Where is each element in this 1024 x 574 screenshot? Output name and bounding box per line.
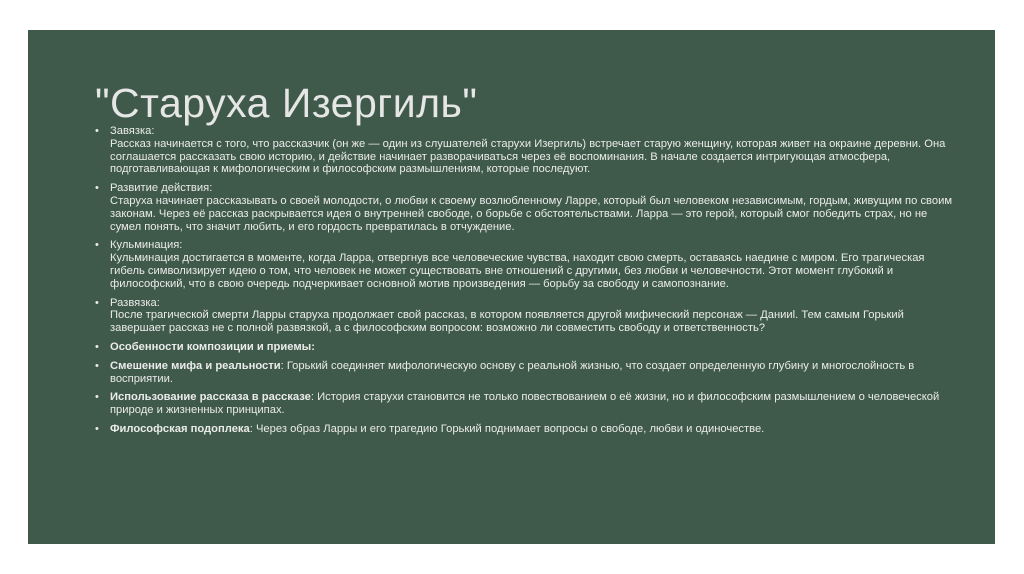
section-text: Рассказ начинается с того, что рассказчик (он же — один из слушателей старухи Изергиль) встречает старую женщину, которая живет на окраине деревни. Она соглашается рассказать свою историю, и действие начинает разворачиваться через её воспоминания. В начале создается интригующая атмосфера, подготавливающая к мифологическим и философским размышлениям, которые последуют.	[110, 137, 946, 176]
list-item-filosofskaya	[95, 423, 955, 436]
heading-separator: :	[310, 391, 314, 404]
section-heading: Завязка	[110, 125, 152, 137]
section-heading: Смешение мифа и реальности	[110, 359, 281, 372]
list-item-osobennosti	[95, 341, 955, 354]
section-heading: Развязка	[110, 296, 157, 309]
list-item-zavyazka	[95, 125, 955, 176]
section-text: Через образ Ларры и его трагедию Горький поднимает вопросы о свободе, любви и одиночестве.	[255, 422, 765, 435]
list-item-smeshenie	[95, 360, 955, 386]
list-item-ispolzovanie	[95, 391, 955, 417]
section-heading: Особенности композиции и приемы	[110, 340, 312, 353]
section-heading: Кульминация	[110, 239, 180, 252]
heading-separator: :	[179, 239, 183, 252]
bullet-icon: •	[95, 359, 99, 372]
bullet-icon: •	[95, 391, 99, 404]
slide-content	[95, 125, 955, 442]
section-heading: Развитие действия	[110, 182, 210, 195]
heading-separator: :	[151, 125, 155, 137]
list-item-razvyazka	[95, 297, 955, 335]
heading-separator: :	[209, 182, 213, 195]
heading-separator: :	[249, 422, 253, 435]
list-item-razvitie	[95, 182, 955, 233]
bullet-icon: •	[95, 239, 99, 252]
bullet-list	[95, 125, 955, 436]
bullet-icon: •	[95, 340, 99, 353]
section-heading: Использование рассказа в рассказе	[110, 391, 311, 404]
section-text: Старуха начинает рассказывать о своей молодости, о любви к своему возлюбленному Ларре, который был человеком независимым, гордым, живущим по своим законам. Через её рассказ раскрывается идея о внутренней свободе, о борьбе с обстоятельствами. Ларра — это герой, который смог победить страх, но не сумел понять, что значит любить, и его гордость превратилась в отчуждение.	[110, 194, 953, 233]
bullet-icon: •	[95, 422, 99, 435]
slide-title: "Старуха Изергиль"	[95, 80, 478, 126]
bullet-icon: •	[95, 182, 99, 195]
section-heading: Философская подоплека	[110, 422, 250, 435]
section-text: После трагической смерти Ларры старуха продолжает свой рассказ, в котором появляется другой мифический персонаж — Данииl. Тем самым Горький завершает рассказ не с полной развязкой, а с философским вопросом: возможно ли совместить свободу и ответственность?	[110, 309, 904, 335]
heading-separator: :	[311, 340, 315, 353]
section-text: История старухи становится не только повествованием о её жизни, но и философским размышлением о человеческой природе и жизненных принципах.	[110, 391, 940, 417]
bullet-icon: •	[95, 125, 99, 137]
list-item-kulminatsiya	[95, 239, 955, 290]
bullet-icon: •	[95, 296, 99, 309]
section-text: Кульминация достигается в моменте, когда Ларра, отвергнув все человеческие чувства, находит свою смерть, оставаясь наедине с миром. Его трагическая гибель символизирует идею о том, что человек не может существовать вне отношений с другими, без любви и человечности. Этот момент глубокий и философский, что в свою очередь подчеркивает основной мотив произведения — борьбу за свободу и самопознание.	[110, 252, 925, 290]
heading-separator: :	[156, 296, 160, 309]
slide-frame	[28, 30, 995, 544]
heading-separator: :	[280, 359, 284, 372]
section-text: Горький соединяет мифологическую основу с реальной жизнью, что создает определенную глубину и многослойность в восприятии.	[110, 359, 915, 385]
